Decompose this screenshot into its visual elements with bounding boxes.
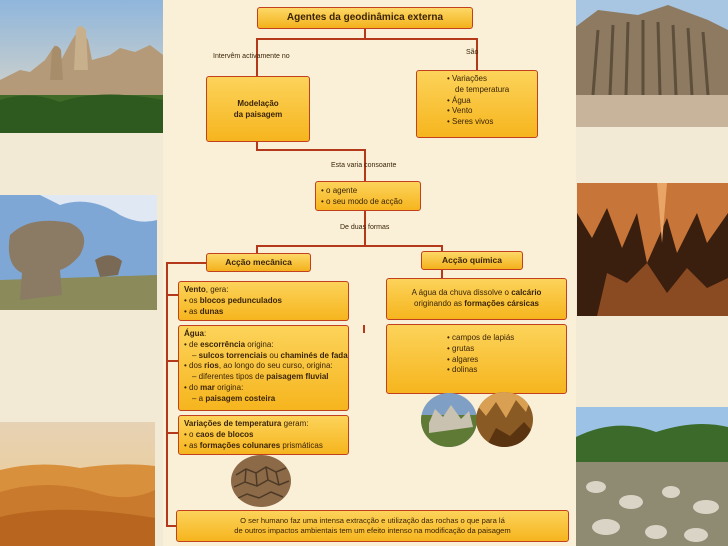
- cave-photo: [476, 392, 533, 447]
- vento-l1-bold: blocos pedunculados: [199, 295, 282, 305]
- agua-l5-post: origina:: [214, 382, 244, 392]
- agua-l1-post: origina:: [245, 339, 274, 349]
- carsica-item: • algares: [447, 354, 479, 364]
- carsicas-box: [386, 324, 567, 394]
- human-impact-box: [176, 510, 569, 542]
- quimica-l1-bold: calcário: [511, 288, 542, 297]
- quimica-l2-bold: formações cársicas: [464, 298, 539, 308]
- agua-l6-bold: paisagem costeira: [205, 393, 276, 403]
- concept-map-sheet: [163, 0, 576, 546]
- modelacao-box: [206, 76, 310, 142]
- carsica-item: • campos de lapiás: [447, 333, 515, 342]
- variacoes-intro: geram:: [281, 419, 309, 428]
- variacoes-head: Variações de temperatura: [184, 419, 282, 428]
- agua-l4-pre: – diferentes tipos de: [192, 372, 267, 382]
- carsica-item: • dolinas: [447, 365, 478, 375]
- agua-l2-pre: –: [192, 350, 199, 360]
- variacoes-l2-pre: • as: [184, 440, 200, 450]
- agent-item: • Seres vivos: [447, 117, 494, 127]
- agua-l2-bold-1: sulcos torrenciais: [198, 350, 268, 360]
- carsica-item: • grutas: [447, 343, 475, 353]
- lapias-photo: [421, 393, 477, 447]
- vento-box: [178, 281, 349, 321]
- variacoes-l2-post: prismáticas: [280, 440, 323, 450]
- agua-box: Água: • de escorrência origina: – sulcos torrenciais ou chaminés de fada • dos rios, ao longo do seu curso, origina: – diferentes tipos de paisagem fluvial • do mar origina: – a paisagem costeira: [178, 325, 349, 411]
- agua-l6-pre: – a: [192, 393, 206, 403]
- quimica-l2-pre: originando as: [414, 298, 465, 308]
- human-impact-line-2: de outros impactos ambientais tem um efeito intenso na modificação da paisagem: [234, 526, 511, 536]
- consoante-item: • o agente: [321, 186, 358, 195]
- agua-l3-pre: • dos: [184, 361, 205, 371]
- agua-l2-mid: ou: [267, 350, 281, 360]
- agua-l4-bold: paisagem fluvial: [266, 372, 329, 382]
- photo-cave: [577, 183, 728, 316]
- accao-mecanica-label: Acção mecânica: [206, 253, 311, 272]
- variacoes-box: [178, 415, 349, 455]
- agua-l5-bold: mar: [200, 382, 215, 392]
- human-impact-line-1: O ser humano faz uma intensa extracção e utilização das rochas o que para lá: [240, 516, 505, 525]
- agent-item: • Variações: [447, 74, 488, 83]
- label-intervem: Intervêm activamente no: [213, 53, 290, 60]
- agua-l3-post: , ao longo do seu curso, origina:: [218, 361, 333, 371]
- vento-head: Vento: [184, 285, 206, 294]
- vento-l2-pre: • as: [184, 306, 200, 316]
- diagram-title: Agentes da geodinâmica externa: [257, 7, 473, 29]
- label-varia: Esta varia consoante: [331, 162, 397, 169]
- photo-basalt-columns: [558, 0, 728, 127]
- agents-box: [416, 70, 538, 138]
- modelacao-line-2: da paisagem: [233, 109, 283, 119]
- label-duas-formas: De duas formas: [340, 224, 390, 231]
- vento-l2-bold: dunas: [199, 306, 224, 316]
- agent-item: • Água: [447, 95, 471, 105]
- agent-item: de temperatura: [455, 84, 510, 94]
- agua-l1-pre: • de: [184, 339, 201, 349]
- consoante-box: [315, 181, 421, 211]
- label-sao: São: [466, 49, 479, 56]
- quimica-box: [386, 278, 567, 320]
- photo-karst-field: [576, 407, 728, 546]
- variacoes-l1-bold: caos de blocos: [195, 429, 254, 439]
- quimica-l1-pre: A água da chuva dissolve o: [411, 288, 512, 297]
- agua-l3-bold: rios: [204, 361, 219, 371]
- vento-l1-pre: • os: [184, 295, 200, 305]
- variacoes-l2-bold: formações colunares: [199, 440, 281, 450]
- agua-head: Água: [184, 329, 204, 338]
- photo-pedestal-rock: [0, 195, 157, 310]
- agua-l2-bold-2: chaminés de fada: [280, 350, 348, 360]
- agua-l5-pre: • do: [184, 382, 201, 392]
- vento-intro: , gera:: [205, 285, 229, 294]
- modelacao-line-1: Modelação: [237, 99, 279, 108]
- consoante-item: • o seu modo de acção: [321, 196, 403, 206]
- columnar-formations-photo: [231, 455, 291, 507]
- agent-item: • Vento: [447, 106, 473, 116]
- accao-quimica-label: Acção química: [421, 251, 523, 270]
- photo-fairy-chimneys: [0, 0, 163, 133]
- variacoes-l1-pre: • o: [184, 429, 196, 439]
- agua-l1-bold: escorrência: [200, 339, 246, 349]
- photo-dunes: [0, 422, 155, 546]
